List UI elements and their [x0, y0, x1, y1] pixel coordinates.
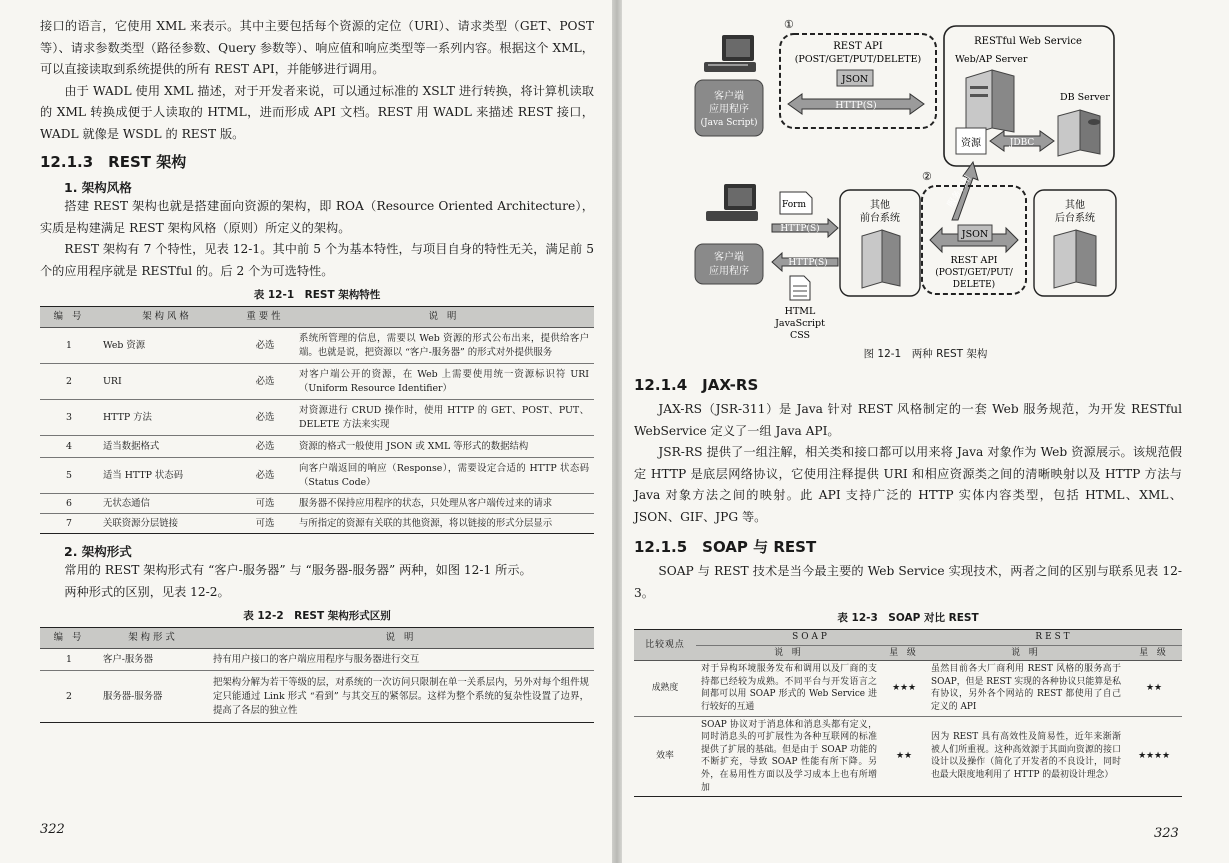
left-page — [0, 0, 612, 863]
page-number-right: 323 — [1154, 826, 1179, 841]
table3-header-rest-desc: 说 明 — [926, 645, 1126, 661]
table2-cell-no: 2 — [40, 671, 98, 723]
table1-cell-style: Web 资源 — [98, 328, 236, 364]
table-row — [40, 328, 594, 364]
table1-header-no: 编 号 — [40, 307, 98, 328]
form-paragraph-1: 常用的 REST 架构形式有 “客户-服务器” 与 “服务器-服务器” 两种，如图 12-1 所示。 — [64, 563, 532, 577]
table-row — [40, 514, 594, 534]
web-ap-server-label: Web/AP Server — [955, 54, 1028, 65]
table1-cell-style: URI — [98, 364, 236, 400]
table2-cell-no: 1 — [40, 649, 98, 671]
rest-api-bottom-label-3: DELETE) — [952, 280, 996, 290]
style-paragraph-1: 搭建 REST 架构也就是搭建面向资源的架构，即 ROA（Resource Oriented Architecture），实质是构建满足 REST 架构风格（原则）所定义的架构。 — [40, 199, 594, 235]
left-page-content — [40, 16, 594, 723]
intro-paragraph-2: 由于 WADL 使用 XML 描述，对于开发者来说，可以通过标准的 XSLT 进行转换，将计算机读取的 XML 转换成便于人读取的 HTML，进而形成 API 文档。REST 用 WADL 来描述 REST 接口，WADL 就像是 WSDL 的 REST 版。 — [40, 83, 594, 141]
table1-cell-importance: 必选 — [236, 458, 294, 494]
table3-header-viewpoint: 比较观点 — [634, 630, 696, 661]
table1-cell-desc: 资源的格式一般使用 JSON 或 XML 等形式的数据结构 — [294, 436, 594, 458]
rest-forms-table — [40, 627, 594, 723]
other-front-label-2: 前台系统 — [860, 213, 900, 224]
json-label-bottom: JSON — [961, 229, 989, 240]
table-row — [634, 716, 1182, 797]
table3-cell-rest-desc: 因为 REST 具有高效性及简易性，近年来渐渐被人们所重视。这种高效源于其面向资源的接口设计以及操作（简化了开发者的不良设计，同时也最大限度地利用了 HTTP 的最初设计理念） — [926, 716, 1126, 797]
section-title-soap-rest: 12.1.5 SOAP 与 REST — [634, 538, 817, 556]
table1-cell-importance: 可选 — [236, 514, 294, 534]
table1-cell-desc: 系统所管理的信息，需要以 Web 资源的形式公布出来，提供给客户端。也就是说，把资源以 “客户-服务器” 的形式对外提供服务 — [294, 328, 594, 364]
table2-header-row — [40, 628, 594, 649]
table1-cell-no: 2 — [40, 364, 98, 400]
client-app-box — [695, 80, 763, 136]
table1-cell-style: 适当 HTTP 状态码 — [98, 458, 236, 494]
rest-features-table — [40, 306, 594, 534]
table-row — [40, 494, 594, 514]
table1-caption: 表 12-1 REST 架构特性 — [253, 289, 381, 301]
subsection-title-style: 1. 架构风格 — [64, 180, 132, 195]
table1-cell-desc: 向客户端返回的响应（Response），需要设定合适的 HTTP 状态码（Status Code） — [294, 458, 594, 494]
table2-caption: 表 12-2 REST 架构形式区别 — [243, 610, 391, 622]
rest-api-bottom-label-2: (POST/GET/PUT/ — [935, 268, 1013, 278]
subsection-title-form: 2. 架构形式 — [64, 544, 132, 559]
table3-header-soap-desc: 说 明 — [696, 645, 882, 661]
client-app-label-1: 客户端 — [714, 91, 744, 102]
client-app-label-2: 应用程序 — [709, 104, 749, 115]
section-title-jax-rs: 12.1.4 JAX-RS — [634, 376, 759, 394]
table3-header-soap: SOAP — [696, 630, 926, 646]
other-back-system-box — [1034, 190, 1116, 296]
document-icon — [780, 192, 812, 214]
table3-header-row-2 — [634, 645, 1182, 661]
server-icon — [1054, 230, 1096, 288]
table2-cell-form: 服务器-服务器 — [98, 671, 208, 723]
table1-cell-desc: 对资源进行 CRUD 操作时，使用 HTTP 的 GET、POST、PUT、DELETE 方法来实现 — [294, 400, 594, 436]
rest-api-top-label-2: (POST/GET/PUT/DELETE) — [794, 54, 922, 65]
database-server-icon — [1058, 110, 1100, 156]
rest-api-top-label-1: REST API — [833, 41, 883, 52]
desktop-computer-icon — [704, 35, 756, 72]
table1-cell-importance: 必选 — [236, 328, 294, 364]
table3-header-soap-stars: 星 级 — [882, 645, 926, 661]
book-gutter — [612, 0, 622, 863]
table1-cell-importance: 必选 — [236, 400, 294, 436]
table1-header-row — [40, 307, 594, 328]
table2-header-desc: 说 明 — [208, 628, 594, 649]
html-label-1: HTML — [784, 306, 816, 317]
table1-cell-importance: 可选 — [236, 494, 294, 514]
https-label-form: HTTP(S) — [780, 224, 820, 234]
table3-caption: 表 12-3 SOAP 对比 REST — [837, 612, 979, 624]
jax-rs-paragraph-1: JAX-RS（JSR-311）是 Java 针对 REST 风格制定的一套 Web 服务规范，为开发 RESTful WebService 定义了一组 Java API。 — [634, 402, 1182, 438]
service-call-label: 服务调用 — [946, 173, 974, 210]
https-label-return: HTTP(S) — [788, 258, 828, 268]
table1-cell-style: HTTP 方法 — [98, 400, 236, 436]
table1-cell-importance: 必选 — [236, 364, 294, 400]
table1-cell-desc: 与所指定的资源有关联的其他资源，将以链接的形式分层显示 — [294, 514, 594, 534]
table3-cell-view: 效率 — [634, 716, 696, 797]
table3-cell-rest-desc: 虽然目前各大厂商利用 REST 风格的服务高于 SOAP，但是 REST 实现的各种协议只能算是私有协议，另外各个网站的 REST 都使用了自己定义的 API — [926, 661, 1126, 716]
table1-cell-style: 无状态通信 — [98, 494, 236, 514]
document-icon — [790, 276, 810, 300]
style-paragraph-2: REST 架构有 7 个特性，见表 12-1。其中前 5 个为基本特性，与项目自身的特性无关，满足前 5 个的应用程序就是 RESTful 的。后 2 个为可选特性。 — [40, 242, 594, 278]
table1-cell-desc: 对客户端公开的资源，在 Web 上需要使用统一资源标识符 URI（Uniform Resource Identifier） — [294, 364, 594, 400]
other-front-label-1: 其他 — [870, 200, 890, 211]
jax-rs-paragraph-2: JSR-RS 提供了一组注解，相关类和接口都可以用来将 Java 对象作为 Web 资源展示。该规范假定 HTTP 是底层网络协议，它使用注释提供 URI 和相应资源类之间的清晰映射以及 HTTP 方法与 Java 对象方法之间的映射。此 API 支持广泛的 HTTP 实体内容类型，包括 HTML、XML、JSON、GIF、JPG 等。 — [634, 445, 1182, 524]
figure-marker-2: ② — [922, 170, 932, 183]
table3-cell-soap-stars: ★★ — [882, 716, 926, 797]
table1-header-desc: 说 明 — [294, 307, 594, 328]
table2-cell-desc: 持有用户接口的客户端应用程序与服务器进行交互 — [208, 649, 594, 671]
jdbc-label: JDBC — [1009, 138, 1035, 148]
table1-cell-no: 3 — [40, 400, 98, 436]
table1-header-style: 架构风格 — [98, 307, 236, 328]
desktop-computer-icon — [706, 184, 758, 221]
table2-header-form: 架构形式 — [98, 628, 208, 649]
table-row — [40, 400, 594, 436]
table1-cell-no: 7 — [40, 514, 98, 534]
table1-cell-style: 关联资源分层链接 — [98, 514, 236, 534]
form-paragraph-2: 两种形式的区别，见表 12-2。 — [64, 584, 230, 599]
html-label-3: CSS — [789, 330, 811, 341]
table3-cell-view: 成熟度 — [634, 661, 696, 716]
right-page-content — [634, 374, 1182, 797]
table1-cell-no: 4 — [40, 436, 98, 458]
client-app-label-3: (Java Script) — [700, 118, 758, 128]
intro-paragraph-1: 接口的语言，它使用 XML 来表示。其中主要包括每个资源的定位（URI）、请求类型（GET、POST 等）、请求参数类型（路径参数、Query 参数等）、响应值和响应类型等一系列内容。根据这个 XML，可以直接读取到系统提供的所有 REST API，并能够进行调用。 — [40, 19, 594, 76]
right-page — [622, 0, 1229, 863]
rest-architecture-diagram — [622, 0, 1229, 345]
client-app2-label-1: 客户端 — [714, 252, 744, 263]
soap-rest-paragraph: SOAP 与 REST 技术是当今最主要的 Web Service 实现技术，两者之间的区别与联系见表 12-3。 — [634, 564, 1182, 600]
html-label-2: JavaScript — [775, 318, 825, 329]
server-icon — [862, 230, 900, 288]
table-row — [40, 364, 594, 400]
table2-cell-form: 客户-服务器 — [98, 649, 208, 671]
rest-api-top-box — [780, 34, 936, 128]
rest-api-bottom-box — [922, 186, 1026, 294]
table1-cell-no: 6 — [40, 494, 98, 514]
table3-header-row-1 — [634, 630, 1182, 646]
client-app2-label-2: 应用程序 — [709, 266, 749, 277]
server-icon — [966, 70, 1014, 136]
other-back-label-2: 后台系统 — [1055, 213, 1095, 224]
table-row — [634, 661, 1182, 716]
table-row — [40, 458, 594, 494]
table2-cell-desc: 把架构分解为若干等级的层，对系统的一次访问只限制在单一关系层内，另外对每个组件规定只能通过 Link 形式 “看到” 与其交互的紧邻层。这样为整个系统的复杂性设置了边界，提高了各层的独立性 — [208, 671, 594, 723]
table1-cell-importance: 必选 — [236, 436, 294, 458]
https-label-top: HTTP(S) — [835, 100, 877, 111]
table3-cell-rest-stars: ★★ — [1126, 661, 1182, 716]
section-title-rest-architecture: 12.1.3 REST 架构 — [40, 153, 187, 171]
resource-label: 资源 — [961, 138, 981, 149]
restful-ws-label: RESTful Web Service — [974, 36, 1082, 47]
other-front-system-box — [840, 190, 920, 296]
table1-cell-no: 1 — [40, 328, 98, 364]
other-back-label-1: 其他 — [1065, 200, 1085, 211]
db-server-label: DB Server — [1060, 92, 1110, 103]
table3-cell-rest-stars: ★★★★ — [1126, 716, 1182, 797]
figure-caption: 图 12-1 两种 REST 架构 — [863, 348, 988, 360]
table1-cell-no: 5 — [40, 458, 98, 494]
json-label-top: JSON — [841, 74, 869, 85]
page-number-left: 322 — [40, 822, 65, 837]
table1-cell-style: 适当数据格式 — [98, 436, 236, 458]
table1-cell-desc: 服务器不保持应用程序的状态，只处理从客户端传过来的请求 — [294, 494, 594, 514]
table2-header-no: 编 号 — [40, 628, 98, 649]
restful-web-service-box — [944, 26, 1114, 166]
table3-header-rest: REST — [926, 630, 1182, 646]
rest-api-bottom-label-1: REST API — [950, 255, 998, 266]
table1-header-importance: 重要性 — [236, 307, 294, 328]
table-row — [40, 436, 594, 458]
table3-cell-soap-stars: ★★★ — [882, 661, 926, 716]
table-row — [40, 671, 594, 723]
soap-rest-table — [634, 629, 1182, 797]
client-app-2-box — [695, 244, 763, 284]
table3-header-rest-stars: 星 级 — [1126, 645, 1182, 661]
form-label: Form — [781, 200, 807, 210]
table3-cell-soap-desc: SOAP 协议对于消息体和消息头都有定义，同时消息头的可扩展性为各种互联网的标准提供了扩展的基础。但是由于 SOAP 功能的不断扩充，导致 SOAP 性能有所下降。另外，在易用性方面以及学习成本上也有所增加 — [696, 716, 882, 797]
table-row — [40, 649, 594, 671]
table3-cell-soap-desc: 对于异构环境服务发布和调用以及厂商的支持都已经较为成熟。不同平台与开发语言之间都可以用 SOAP 形式的 Web Service 进行较好的互通 — [696, 661, 882, 716]
figure-marker-1: ① — [784, 18, 794, 31]
